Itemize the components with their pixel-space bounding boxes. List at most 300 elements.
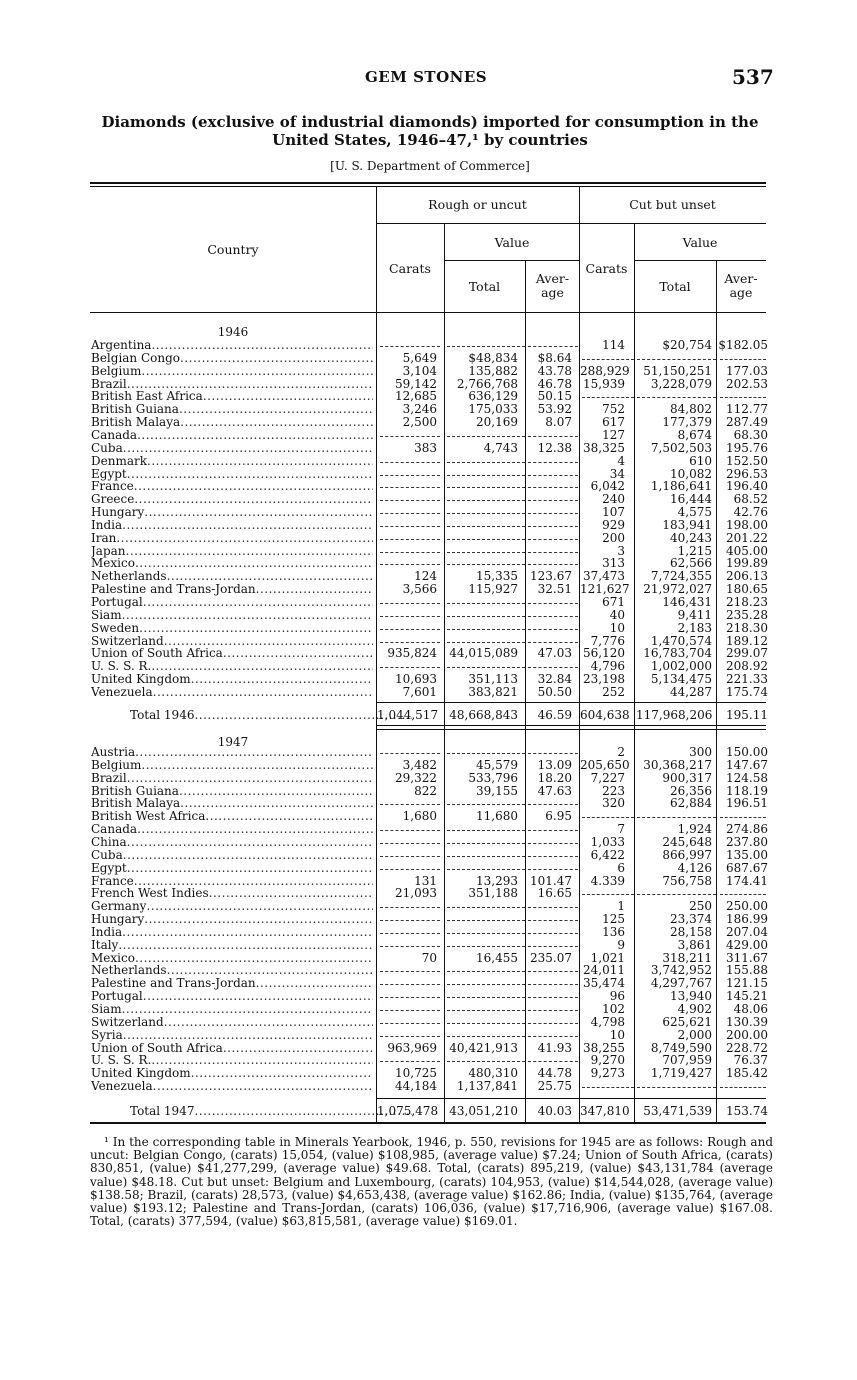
empty-cell-dash <box>528 984 578 985</box>
rough-total-value-cell: 351,113 <box>468 672 518 687</box>
country-cell: Greece ..... <box>91 493 373 506</box>
cut-average-value-cell: 208.92 <box>726 659 768 674</box>
country-cell: United Kingdom ..... <box>91 673 373 686</box>
empty-cell-dash <box>380 564 440 565</box>
cut-carats-header: Carats <box>585 261 628 276</box>
country-cell: British Malaya ..... <box>91 797 373 810</box>
cut-total-value-cell: 8,674 <box>677 427 712 442</box>
rough-total-value-cell: 1,137,841 <box>456 1079 518 1094</box>
cut-carats-cell: 4,798 <box>590 1014 625 1029</box>
header-rule <box>634 260 766 261</box>
country-cell: Italy ..... <box>91 939 373 952</box>
cut-average-value-cell: 177.03 <box>726 363 768 378</box>
empty-cell-dash <box>528 487 578 488</box>
cut-total-value-cell: 177,379 <box>662 415 712 430</box>
cut-carats-cell: 10 <box>609 1027 625 1042</box>
rough-average-value-cell: 8.07 <box>545 415 572 430</box>
rough-carats-cell: 5,649 <box>402 350 437 365</box>
cut-carats-cell: 40 <box>609 607 625 622</box>
table-row <box>90 480 766 493</box>
table-title-line-2: United States, 1946–47,¹ by countries <box>272 131 588 149</box>
country-cell: Japan ..... <box>91 545 373 558</box>
rough-carats-cell: 383 <box>414 440 437 455</box>
cut-total-value-cell: 8,749,590 <box>650 1040 712 1055</box>
table-title <box>90 113 770 149</box>
table-row <box>90 596 766 609</box>
cut-average-value-cell: 200.00 <box>726 1027 768 1042</box>
cut-carats-cell: 617 <box>602 415 625 430</box>
cut-average-value-cell: 196.51 <box>726 796 768 811</box>
header-rule <box>444 260 580 261</box>
empty-cell-dash <box>380 667 440 668</box>
country-cell: Union of South Africa ..... <box>91 647 373 660</box>
cut-carats-cell: 10 <box>609 620 625 635</box>
empty-cell-dash <box>380 539 440 540</box>
cut-carats-cell: 34 <box>609 466 625 481</box>
country-cell: Siam ..... <box>91 1003 373 1016</box>
empty-cell-dash <box>447 997 525 998</box>
rough-average-value-cell: $8.64 <box>537 350 572 365</box>
cut-total-value-cell: 5,134,475 <box>650 672 712 687</box>
empty-cell-dash <box>528 843 578 844</box>
rough-average-value-cell: 16.65 <box>537 886 572 901</box>
rough-carats-cell: 963,969 <box>387 1040 437 1055</box>
cut-total-value-cell: 1,215 <box>677 543 712 558</box>
country-cell: United Kingdom ..... <box>91 1067 373 1080</box>
empty-cell-dash <box>447 616 525 617</box>
cut-value-header: Value <box>682 235 718 250</box>
table-row <box>90 545 766 558</box>
cut-total-value-cell: 3,228,079 <box>650 376 712 391</box>
empty-cell-dash <box>380 526 440 527</box>
cut-total-value-cell: 183,941 <box>662 517 712 532</box>
empty-cell-dash <box>447 642 525 643</box>
country-cell: Portugal ..... <box>91 990 373 1003</box>
rough-total-value-cell: 383,821 <box>468 684 518 699</box>
empty-cell-dash <box>380 869 440 870</box>
cut-carats-cell: 200 <box>602 530 625 545</box>
cut-total-value-cell: 318,211 <box>662 950 712 965</box>
cut-average-value-cell: 299.07 <box>726 646 768 661</box>
empty-cell-dash <box>380 933 440 934</box>
empty-cell-dash <box>528 869 578 870</box>
cut-carats-cell: 1,021 <box>590 950 625 965</box>
total-rule-1946 <box>376 702 766 703</box>
empty-cell-dash <box>447 804 525 805</box>
empty-cell-dash <box>447 971 525 972</box>
empty-cell-dash <box>528 513 578 514</box>
total-row <box>90 709 766 722</box>
empty-cell-dash <box>380 436 440 437</box>
table-row <box>90 887 766 900</box>
cut-carats-cell: 6,422 <box>590 847 625 862</box>
double-rule-1946 <box>376 725 766 726</box>
empty-cell-dash <box>447 552 525 553</box>
rough-carats-cell: 59,142 <box>395 376 437 391</box>
empty-cell-dash <box>528 526 578 527</box>
cut-average-value-cell: 196.40 <box>726 479 768 494</box>
rough-carats-cell: 7,601 <box>402 684 437 699</box>
cut-carats-cell: 38,325 <box>583 440 625 455</box>
empty-cell-dash <box>528 603 578 604</box>
empty-cell-dash <box>447 462 525 463</box>
cut-total-value-cell: 1,470,574 <box>650 633 712 648</box>
country-cell: Egypt ..... <box>91 862 373 875</box>
country-cell: Portugal ..... <box>91 596 373 609</box>
country-cell: Egypt ..... <box>91 468 373 481</box>
cut-carats-cell: 604,638 <box>580 708 630 722</box>
cut-total-value-cell: 900,317 <box>662 770 712 785</box>
rough-total-value-cell: 43,051,210 <box>449 1104 518 1118</box>
cut-carats-cell: 288,929 <box>580 363 630 378</box>
empty-cell-dash <box>447 907 525 908</box>
empty-cell-dash <box>720 894 766 895</box>
table-title-line-1: Diamonds (exclusive of industrial diamonds) imported for consumption in the <box>101 113 759 131</box>
cut-average-value-cell: 185.42 <box>726 1066 768 1081</box>
cut-total-value-cell: 53,471,539 <box>643 1104 712 1118</box>
empty-cell-dash <box>380 804 440 805</box>
table-bottom-rule <box>90 1122 766 1124</box>
empty-cell-dash <box>528 552 578 553</box>
cut-total-value-cell: 7,724,355 <box>650 569 712 584</box>
country-cell: Mexico ..... <box>91 952 373 965</box>
empty-cell-dash <box>447 1010 525 1011</box>
rough-total-value-cell: 4,743 <box>483 440 518 455</box>
rough-average-value-cell: 43.78 <box>537 363 572 378</box>
empty-cell-dash <box>447 667 525 668</box>
cut-carats-cell: 114 <box>602 338 625 352</box>
cut-carats-cell: 9,273 <box>590 1066 625 1081</box>
empty-cell-dash <box>528 539 578 540</box>
empty-cell-dash <box>447 920 525 921</box>
rough-average-value-cell: 25.75 <box>537 1079 572 1094</box>
cut-average-value-cell: 42.76 <box>733 505 768 520</box>
section-year-1947: 1947 <box>217 735 249 749</box>
empty-cell-dash <box>447 526 525 527</box>
empty-cell-dash <box>528 920 578 921</box>
cut-total-value-cell: 3,742,952 <box>650 963 712 978</box>
cut-total-value-cell: 10,082 <box>670 466 712 481</box>
cut-carats-cell: 102 <box>602 1002 625 1016</box>
empty-cell-dash <box>380 1061 440 1062</box>
empty-cell-dash <box>447 1061 525 1062</box>
cut-average-value-cell: 112.77 <box>726 402 768 417</box>
country-cell: British Malaya ..... <box>91 416 373 429</box>
empty-cell-dash <box>380 971 440 972</box>
table-top-rule-inner <box>90 186 766 187</box>
cut-carats-cell: 107 <box>602 505 625 520</box>
rough-total-value-cell: 351,188 <box>468 886 518 901</box>
country-cell: Belgian Congo ..... <box>91 352 373 365</box>
rough-total-header: Total <box>468 279 501 294</box>
table-row <box>90 1029 766 1042</box>
cut-carats-cell: 35,474 <box>583 976 625 991</box>
rough-total-value-cell: 16,455 <box>476 950 518 965</box>
cut-average-value-cell: 274.86 <box>726 822 768 837</box>
country-cell: France ..... <box>91 480 373 493</box>
table-row <box>90 686 766 699</box>
cut-total-value-cell: 1,924 <box>677 822 712 837</box>
cut-total-value-cell: 40,243 <box>670 530 712 545</box>
rough-average-value-cell: 32.51 <box>537 582 572 597</box>
country-cell: Canada ..... <box>91 823 373 836</box>
empty-cell-dash <box>380 984 440 985</box>
cut-carats-cell: 127 <box>602 427 625 442</box>
empty-cell-dash <box>528 629 578 630</box>
empty-cell-dash <box>447 984 525 985</box>
rough-carats-cell: 822 <box>414 783 437 798</box>
cut-average-value-cell: 174.41 <box>726 873 768 888</box>
empty-cell-dash <box>582 894 634 895</box>
table-row <box>90 990 766 1003</box>
rough-carats-cell: 21,093 <box>395 886 437 901</box>
header-bottom-rule <box>90 312 766 313</box>
cut-average-value-cell: 145.21 <box>726 989 768 1004</box>
table-row <box>90 810 766 823</box>
rough-carats-cell: 2,500 <box>402 415 437 430</box>
empty-cell-dash <box>528 462 578 463</box>
empty-cell-dash <box>447 346 525 347</box>
rough-carats-header: Carats <box>389 261 431 276</box>
empty-cell-dash <box>380 1036 440 1037</box>
empty-cell-dash <box>447 564 525 565</box>
cut-total-value-cell: 117,968,206 <box>636 708 713 722</box>
empty-cell-dash <box>380 346 440 347</box>
table-row <box>90 926 766 939</box>
country-cell: Germany ..... <box>91 900 373 913</box>
empty-cell-dash <box>380 1010 440 1011</box>
country-cell: India ..... <box>91 926 373 939</box>
cut-average-value-cell: 135.00 <box>726 847 768 862</box>
cut-total-value-cell: 1,186,641 <box>650 479 712 494</box>
table-row <box>90 609 766 622</box>
empty-cell-dash <box>528 475 578 476</box>
country-cell: Switzerland ..... <box>91 635 373 648</box>
table-row <box>90 1080 766 1093</box>
rough-value-header: Value <box>494 235 530 250</box>
empty-cell-dash <box>720 397 766 398</box>
cut-total-value-cell: 30,368,217 <box>643 757 712 772</box>
empty-cell-dash <box>380 500 440 501</box>
empty-cell-dash <box>380 487 440 488</box>
cut-carats-cell: 9 <box>617 937 625 952</box>
rough-carats-cell: 1,680 <box>402 809 437 824</box>
cut-total-value-cell: 610 <box>689 453 712 468</box>
rough-carats-cell: 1,044,517 <box>377 708 439 722</box>
cut-carats-cell: 223 <box>602 783 625 798</box>
country-cell: Switzerland ..... <box>91 1016 373 1029</box>
cut-total-value-cell: 707,959 <box>662 1053 712 1068</box>
cut-header: Cut but unset <box>629 197 716 212</box>
cut-average-value-cell: 218.30 <box>726 620 768 635</box>
country-cell: Hungary ..... <box>91 506 373 519</box>
cut-total-value-cell: 4,902 <box>677 1002 712 1016</box>
cut-total-value-cell: 1,719,427 <box>650 1066 712 1081</box>
cut-average-value-cell: 195.11 <box>726 708 768 722</box>
empty-cell-dash <box>637 359 716 360</box>
rough-total-value-cell: 480,310 <box>468 1066 518 1081</box>
cut-average-value-cell: 150.00 <box>726 745 768 759</box>
rough-total-value-cell: 135,882 <box>468 363 518 378</box>
cut-average-value-cell: 118.19 <box>726 783 768 798</box>
empty-cell-dash <box>528 1036 578 1037</box>
empty-cell-dash <box>380 843 440 844</box>
cut-average-value-cell: 206.13 <box>726 569 768 584</box>
cut-carats-cell: 4.339 <box>590 873 625 888</box>
cut-average-value-cell: 175.74 <box>726 684 768 699</box>
cut-total-header: Total <box>659 279 691 294</box>
empty-cell-dash <box>380 552 440 553</box>
country-cell: Syria ..... <box>91 1029 373 1042</box>
cut-average-value-cell: 202.53 <box>726 376 768 391</box>
cut-average-value-cell: 405.00 <box>726 543 768 558</box>
empty-cell-dash <box>528 642 578 643</box>
country-cell: Netherlands ..... <box>91 964 373 977</box>
total-rule-1947 <box>376 1098 766 1099</box>
cut-average-value-cell: 195.76 <box>726 440 768 455</box>
country-cell: British Guiana ..... <box>91 785 373 798</box>
empty-cell-dash <box>447 513 525 514</box>
running-title: GEM STONES <box>365 68 488 86</box>
rough-total-value-cell: 45,579 <box>476 757 518 772</box>
empty-cell-dash <box>528 804 578 805</box>
country-cell: Cuba ..... <box>91 442 373 455</box>
cut-average-value-cell: 201.22 <box>726 530 768 545</box>
cut-carats-cell: 1,033 <box>590 834 625 849</box>
cut-total-value-cell: 4,575 <box>677 505 712 520</box>
empty-cell-dash <box>582 359 634 360</box>
cut-average-value-cell: 153.74 <box>726 1104 768 1118</box>
country-cell: Union of South Africa ..... <box>91 1042 373 1055</box>
rough-total-value-cell: 11,680 <box>476 809 518 824</box>
rough-total-value-cell: 40,421,913 <box>449 1040 518 1055</box>
table-row <box>90 785 766 798</box>
cut-average-value-cell: 124.58 <box>726 770 768 785</box>
cut-average-value-cell: 235.28 <box>726 607 768 622</box>
empty-cell-dash <box>528 616 578 617</box>
country-cell: Hungary ..... <box>91 913 373 926</box>
rough-carats-cell: 1,075,478 <box>377 1104 439 1118</box>
country-cell: India ..... <box>91 519 373 532</box>
cut-carats-cell: 7,227 <box>590 770 625 785</box>
country-cell: French West Indies ..... <box>91 887 373 900</box>
country-cell: Brazil ..... <box>91 772 373 785</box>
empty-cell-dash <box>447 629 525 630</box>
cut-average-value-cell: 189.12 <box>726 633 768 648</box>
country-cell: British Guiana ..... <box>91 403 373 416</box>
empty-cell-dash <box>528 933 578 934</box>
empty-cell-dash <box>637 817 716 818</box>
empty-cell-dash <box>447 603 525 604</box>
cut-carats-cell: 96 <box>609 989 625 1004</box>
empty-cell-dash <box>528 946 578 947</box>
rough-carats-cell: 44,184 <box>395 1079 437 1094</box>
empty-cell-dash <box>447 487 525 488</box>
rough-average-value-cell: 12.38 <box>537 440 572 455</box>
cut-total-value-cell: $20,754 <box>662 338 712 352</box>
rough-carats-cell: 10,725 <box>395 1066 437 1081</box>
table-row <box>90 772 766 785</box>
country-cell: Total 1946 ..... <box>130 709 412 722</box>
cut-carats-cell: 3 <box>617 543 625 558</box>
empty-cell-dash <box>582 397 634 398</box>
table-row <box>90 493 766 506</box>
country-cell: Brazil ..... <box>91 378 373 391</box>
cut-average-value-cell: 68.30 <box>733 427 768 442</box>
cut-average-value-cell: 199.89 <box>726 556 768 571</box>
cut-total-value-cell: 44,287 <box>670 684 712 699</box>
country-cell: China ..... <box>91 836 373 849</box>
rough-average-value-cell: 46.78 <box>537 376 572 391</box>
rough-carats-cell: 3,104 <box>402 363 437 378</box>
table-top-rule <box>90 182 766 184</box>
table-row <box>90 836 766 849</box>
empty-cell-dash <box>637 397 716 398</box>
country-cell: France ..... <box>91 875 373 888</box>
cut-average-value-cell: 152.50 <box>726 453 768 468</box>
cut-carats-cell: 38,255 <box>583 1040 625 1055</box>
cut-carats-cell: 7 <box>617 822 625 837</box>
country-cell: Canada ..... <box>91 429 373 442</box>
empty-cell-dash <box>720 817 766 818</box>
empty-cell-dash <box>380 946 440 947</box>
rough-total-value-cell: 39,155 <box>476 783 518 798</box>
cut-average-value-cell: 228.72 <box>726 1040 768 1055</box>
double-rule-1946 <box>376 729 766 730</box>
rough-average-value-cell: 50.50 <box>537 684 572 699</box>
empty-cell-dash <box>528 436 578 437</box>
cut-total-value-cell: 9,411 <box>677 607 712 622</box>
rough-carats-cell: 131 <box>414 873 437 888</box>
footnote: ¹ In the corresponding table in Minerals Yearbook, 1946, p. 550, revisions for 1945 are as follows: Rough and uncut: Belgian Congo, (carats) 15,054, (value) $108,985, (average value) $7.24; Union of South Africa, (carats) 830,851, (value) $41,277,299, (average value) $49.68. Total, (carats) 895,219, (value) $43,131,784 (average value) $48.18. Cut but unset: Belgium and Luxembourg, (carats) 104,953, (value) $14,544,028, (average value) $138.58; Brazil, (carats) 28,573, (value) $4,653,438, (average value) $162.86; India, (value) $135,764, (average value) $193.12; Palestine and Trans-Jordan, (carats) 106,036, (value) $17,716,906, (average value) $167.08. Total, (carats) 377,594, (value) $63,815,581, (average value) $169.01. <box>90 1135 773 1229</box>
cut-carats-cell: 347,810 <box>580 1104 630 1118</box>
empty-cell-dash <box>637 1087 716 1088</box>
table-row <box>90 416 766 429</box>
empty-cell-dash <box>380 616 440 617</box>
cut-total-value-cell: 4,297,767 <box>650 976 712 991</box>
cut-carats-cell: 671 <box>602 595 625 609</box>
table-row <box>90 365 766 378</box>
rough-average-value-cell: 46.59 <box>537 708 572 722</box>
table-row <box>90 429 766 442</box>
cut-carats-cell: 313 <box>602 556 625 571</box>
rough-average-value-cell: 6.95 <box>545 809 572 824</box>
country-cell: Austria ..... <box>91 746 373 759</box>
empty-cell-dash <box>380 830 440 831</box>
rough-total-value-cell: 175,033 <box>468 402 518 417</box>
rough-average-value-cell: 53.92 <box>537 402 572 417</box>
table-row <box>90 759 766 772</box>
cut-average-value-cell: 147.67 <box>726 757 768 772</box>
cut-carats-cell: 7,776 <box>590 633 625 648</box>
rough-average-value-cell: 235.07 <box>530 950 572 965</box>
empty-cell-dash <box>380 1023 440 1024</box>
empty-cell-dash <box>720 359 766 360</box>
cut-carats-cell: 136 <box>602 924 625 939</box>
cut-total-value-cell: 16,783,704 <box>643 646 712 661</box>
rough-carats-cell: 124 <box>414 569 437 584</box>
cut-total-value-cell: 84,802 <box>670 402 712 417</box>
cut-average-value-cell: 180.65 <box>726 582 768 597</box>
rough-average-value-cell: 13.09 <box>537 757 572 772</box>
cut-total-value-cell: 2,000 <box>677 1027 712 1042</box>
table-row <box>90 455 766 468</box>
rough-average-line-1: Aver- <box>535 271 570 286</box>
cut-carats-cell: 24,011 <box>583 963 625 978</box>
cut-total-value-cell: 23,374 <box>670 912 712 927</box>
empty-cell-dash <box>447 869 525 870</box>
section-year-1946: 1946 <box>217 325 249 339</box>
